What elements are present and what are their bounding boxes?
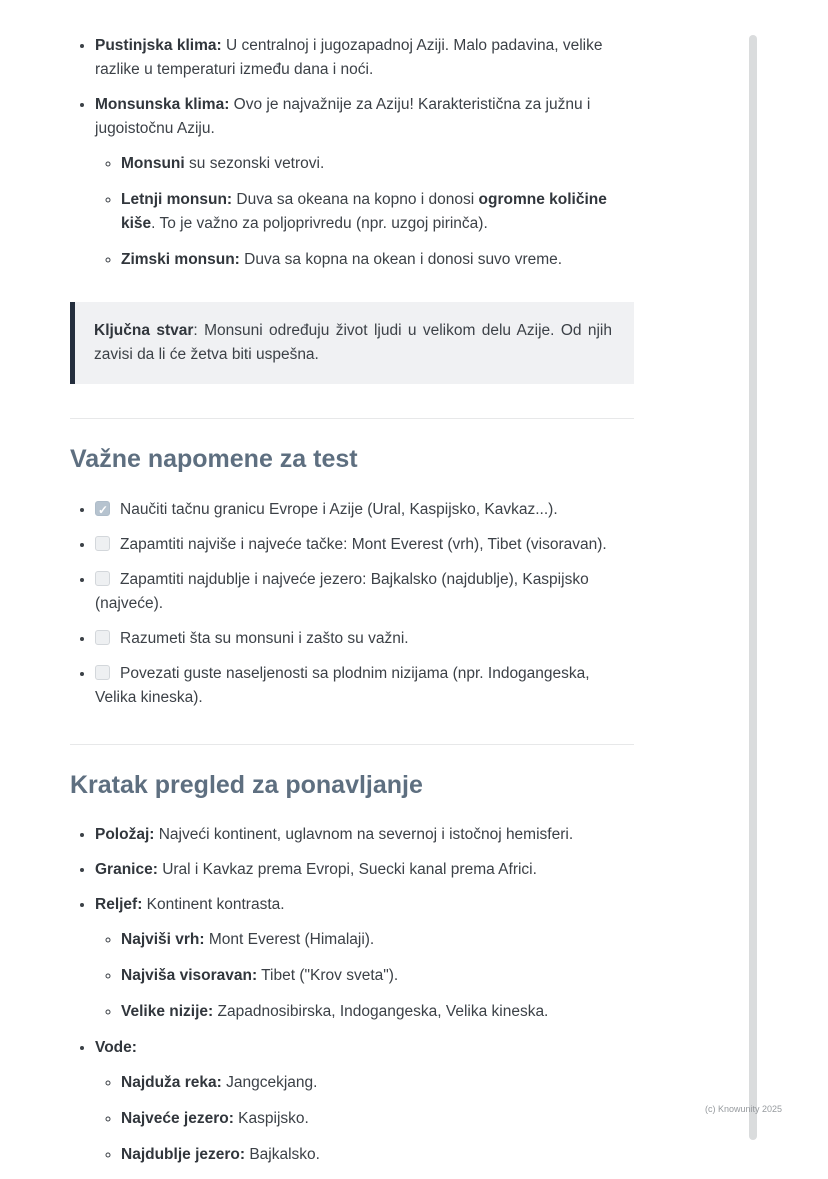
review-list <box>70 823 634 1167</box>
checklist-item-label: Zapamtiti najviše i najveće tačke: Mont Everest (vrh), Tibet (visoravan). <box>120 535 607 553</box>
document-page <box>70 0 634 1179</box>
section-title-notes: Važne napomene za test <box>70 445 358 474</box>
checklist-item-label: Razumeti šta su monsuni i zašto su važni. <box>120 629 409 647</box>
checkbox[interactable] <box>95 571 110 586</box>
test-notes-checklist <box>70 498 634 710</box>
list-item <box>121 964 634 988</box>
list-item <box>95 1036 634 1167</box>
list-item <box>121 1071 634 1095</box>
list-item-text: ◦ Najviši vrh: Mont Everest (Himalaji). <box>121 931 375 949</box>
list-item <box>95 858 634 882</box>
checklist-item <box>95 662 634 710</box>
checklist-item-label: Zapamtiti najdublje i najveće jezero: Bajkalsko (najdublje), Kaspijsko (najveće). <box>95 570 589 612</box>
checkbox[interactable] <box>95 501 110 516</box>
section-divider <box>70 744 634 745</box>
checkbox[interactable] <box>95 536 110 551</box>
checklist-item <box>95 533 634 557</box>
list-item-text: ◦ Monsuni su sezonski vetrovi. <box>121 155 325 173</box>
list-item <box>121 1143 634 1167</box>
checklist-item <box>95 498 634 522</box>
list-item <box>95 34 634 82</box>
list-item-text: ◦ Najviša visoravan: Tibet ("Krov sveta"). <box>121 967 399 985</box>
list-item <box>121 152 634 176</box>
section-title-review: Kratak pregled za ponavljanje <box>70 770 423 799</box>
list-item <box>121 928 634 952</box>
key-point-callout <box>70 302 634 384</box>
list-item-text: • Monsunska klima: Ovo je najvažnije za Aziju! Karakteristična za južnu i jugoistočnu Aziju. <box>95 96 591 138</box>
list-item <box>121 248 634 272</box>
list-item <box>121 1000 634 1024</box>
list-item-text: • Granice: Ural i Kavkaz prema Evropi, Suecki kanal prema Africi. <box>95 861 537 879</box>
monsoon-sublist <box>95 152 634 272</box>
section-divider <box>70 418 634 419</box>
list-item-text: ◦ Zimski monsun: Duva sa kopna na okean i donosi suvo vreme. <box>121 251 563 269</box>
list-item-text: • Vode: <box>95 1039 137 1057</box>
list-item <box>95 893 634 1024</box>
list-item <box>121 1107 634 1131</box>
list-item-text: ◦ Velike nizije: Zapadnosibirska, Indogangeska, Velika kineska. <box>121 1003 549 1021</box>
list-item-text: ◦ Najveće jezero: Kaspijsko. <box>121 1110 309 1128</box>
list-item <box>95 823 634 847</box>
list-item-text: • Reljef: Kontinent kontrasta. <box>95 896 285 914</box>
checklist-item <box>95 568 634 616</box>
relief-sublist <box>95 928 634 1024</box>
checkbox[interactable] <box>95 630 110 645</box>
waters-sublist <box>95 1071 634 1167</box>
copyright-notice: (c) Knowunity 2025 <box>704 1104 782 1114</box>
list-item-text: ◦ Najduža reka: Jangcekjang. <box>121 1074 318 1092</box>
checkbox[interactable] <box>95 665 110 680</box>
checklist-item-label: Povezati guste naseljenosti sa plodnim nizijama (npr. Indogangeska, Velika kineska). <box>95 664 590 706</box>
checklist-item <box>95 627 634 651</box>
checklist-item-label: Naučiti tačnu granicu Evrope i Azije (Ural, Kaspijsko, Kavkaz...). <box>120 500 558 518</box>
scrollbar[interactable] <box>749 35 757 1140</box>
climate-list <box>70 34 634 272</box>
list-item-text: • Položaj: Najveći kontinent, uglavnom na severnoj i istočnoj hemisferi. <box>95 826 574 844</box>
list-item-text: ◦ Letnji monsun: Duva sa okeana na kopno i donosi ogromne količine kiše. To je važno za poljoprivredu (npr. uzgoj pirinča). <box>121 191 607 233</box>
list-item-text: • Pustinjska klima: U centralnoj i jugozapadnoj Aziji. Malo padavina, velike razlike u temperaturi između dana i noći. <box>95 37 603 79</box>
list-item <box>95 93 634 272</box>
callout-text: Ključna stvar: Monsuni određuju život ljudi u velikom delu Azije. Od njih zavisi da li će žetva biti uspešna. <box>94 322 612 364</box>
list-item <box>121 188 634 236</box>
list-item-text: ◦ Najdublje jezero: Bajkalsko. <box>121 1146 320 1164</box>
